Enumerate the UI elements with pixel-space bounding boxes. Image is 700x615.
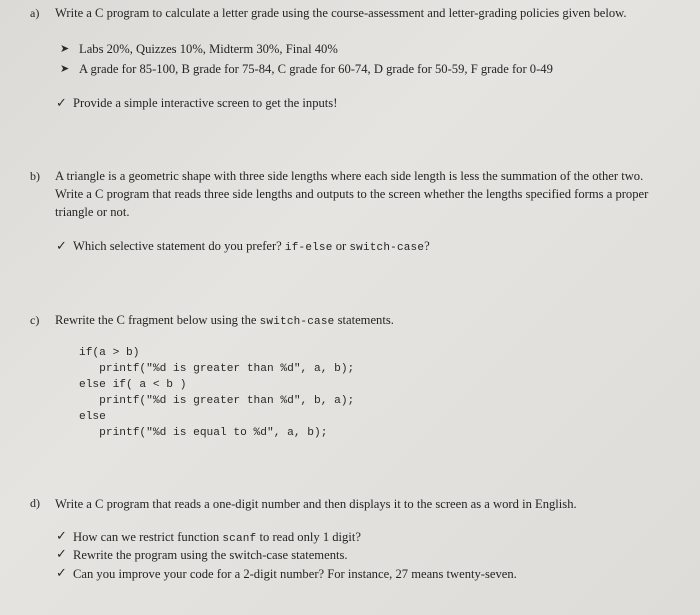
part-d-check-2: Rewrite the program using the switch-case statements.: [73, 548, 348, 562]
code-switch-case: switch-case: [349, 242, 425, 254]
part-d-question: Write a C program that reads a one-digit number and then displays it to the screen as a word in English.: [55, 497, 577, 511]
arrow-bullet-icon: ➤: [60, 63, 70, 75]
part-c-prefix: Rewrite the C fragment below using the: [55, 313, 257, 327]
part-d-check-1-suffix: to read only 1 digit?: [259, 530, 361, 544]
code-switch-case: switch-case: [259, 316, 335, 328]
code-line-4: printf("%d is greater than %d", b, a);: [79, 395, 355, 407]
code-line-5: else: [79, 411, 106, 423]
part-a-bullet-1: Labs 20%, Quizzes 10%, Midterm 30%, Final 40%: [79, 42, 338, 56]
part-b-line-2: Write a C program that reads three side lengths and outputs to the screen whether the lengths specified forms a proper: [55, 187, 649, 201]
code-scanf: scanf: [222, 533, 257, 545]
check-icon: ✓: [56, 546, 67, 561]
part-a-label: a): [30, 6, 40, 20]
arrow-bullet-icon: ➤: [60, 43, 70, 55]
part-c-suffix: statements.: [337, 313, 394, 327]
part-c-label: c): [30, 313, 40, 327]
code-line-1: if(a > b): [79, 347, 140, 359]
part-a-bullet-2: A grade for 85-100, B grade for 75-84, C grade for 60-74, D grade for 50-59, F grade for 0-49: [79, 62, 553, 76]
part-b-line-1: A triangle is a geometric shape with three side lengths where each side length is less the summation of the other two.: [55, 169, 644, 183]
code-line-3: else if( a < b ): [79, 379, 187, 391]
code-if-else: if-else: [284, 242, 333, 254]
part-b-check: [73, 239, 430, 254]
check-icon: ✓: [56, 565, 67, 580]
part-b-line-3: triangle or not.: [55, 205, 130, 219]
part-b-or: or: [335, 239, 347, 253]
part-c-question: [55, 313, 394, 328]
part-d-label: d): [30, 496, 40, 510]
part-b-check-text: Which selective statement do you prefer?: [73, 239, 282, 253]
part-b-label: b): [30, 169, 40, 183]
part-d-check-1-prefix: How can we restrict function: [73, 530, 220, 544]
code-line-2: printf("%d is greater than %d", a, b);: [79, 363, 355, 375]
part-b-question-mark: ?: [424, 239, 430, 253]
part-a-check-1: Provide a simple interactive screen to get the inputs!: [73, 96, 338, 110]
check-icon: ✓: [56, 528, 67, 543]
check-icon: ✓: [56, 238, 67, 253]
part-d-check-3: Can you improve your code for a 2-digit number? For instance, 27 means twenty-seven.: [73, 567, 517, 581]
check-icon: ✓: [56, 95, 67, 110]
part-d-check-1: [73, 530, 361, 545]
code-line-6: printf("%d is equal to %d", a, b);: [79, 427, 328, 439]
part-a-question: Write a C program to calculate a letter grade using the course-assessment and letter-grading policies given below.: [55, 6, 627, 20]
